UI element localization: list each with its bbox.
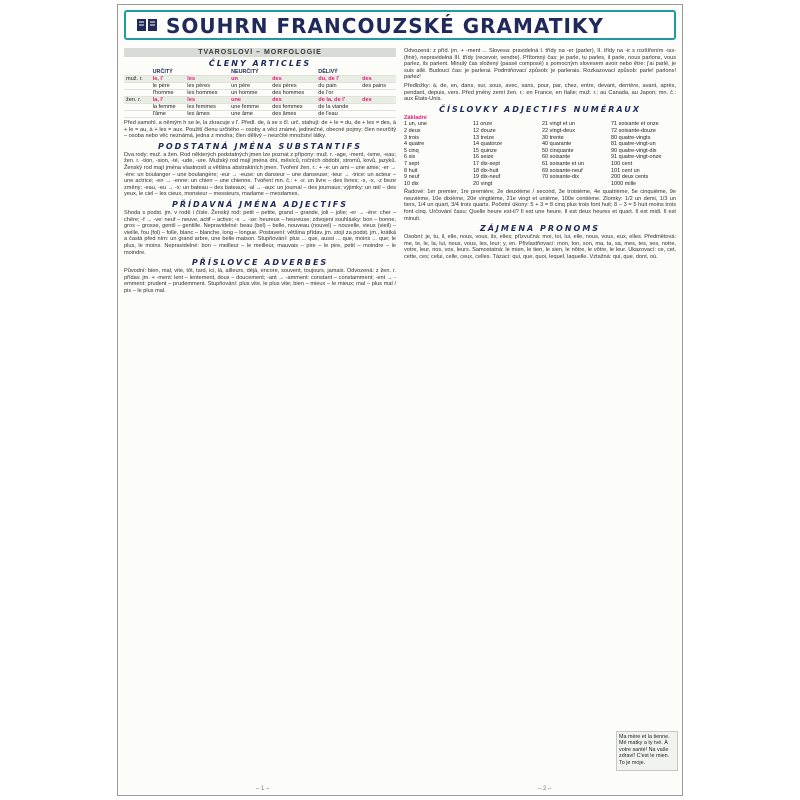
table-row: [124, 76, 396, 83]
right-column: [404, 48, 676, 788]
list-item: 2 deux: [404, 127, 421, 134]
table-cell: [360, 104, 396, 111]
list-item: 80 quatre-vingts: [611, 134, 651, 141]
verbs-text: Odvozená: z příd. jm. + -ment ... Slovesa: pravidelná I. třídy na -er (parler), II. třídy na -ir s rozšířením -iss- (finir), nepravidelná III. třídy (recevoir, vendre). Přítomný čas: je parle, tu parles, il parle, nous parlons, vous parlez, ils parlent. Minulý čas složený (passé composé) s pomocným slovesem avoir nebo être: j'ai parlé, je suis allé. Budoucí čas: je parlerai. Podmiňovací způsob: je parlerais. Rozkazovací způsob: parle! parlons! parlez!: [404, 48, 676, 81]
ordinals-text: Řadové: 1er premier, 1re première, 2e deuxième / second, 3e troisième, 4e quatrième, 5e cinquième, 9e neuvième, 10e dixième, 20e vingtième, 21e vingt et unième, 100e centième. Zlomky: 1/2 un demi, 1/3 un tiers, 1/4 un quart, 3/4 trois quarts. Početní úkony: 5 + 3 = 8 cinq plus trois font huit; 8 – 3 = 5 huit moins trois font cinq. Určování času: Quelle heure est-il? Il est une heure. Il est deux heures et quart. Il est midi. Il est minuit.: [404, 189, 676, 222]
table-cell: le, l': [151, 76, 186, 83]
table-cell: de l'eau: [316, 111, 360, 118]
numbers-grid: [404, 121, 676, 187]
table-cell: [360, 111, 396, 118]
prepositions-text: Předložky: à, de, en, dans, sur, sous, avec, sans, pour, par, chez, entre, devant, derrière, avant, après, pendant, depuis, vers. Před jmény zemí žen. r.: en France, en Italie; muž. r.: au Canada, au Japon; mn. č.: aux États-Unis.: [404, 82, 676, 103]
table-cell: de la viande: [316, 104, 360, 111]
list-item: 71 soixante et onze: [611, 121, 659, 128]
section-title-articles: ČLENY ARTICLES: [208, 59, 312, 68]
table-cell: des pains: [360, 83, 396, 90]
table-cell: de la, de l': [316, 97, 360, 104]
list-item: 40 quarante: [542, 141, 572, 148]
table-cell: la femme: [151, 104, 186, 111]
list-item: 13 treize: [473, 134, 495, 141]
table-cell: des: [360, 76, 396, 83]
table-cell: des âmes: [270, 111, 316, 118]
list-item: 100 cent: [611, 160, 633, 167]
list-item: 91 quatre-vingt-onze: [611, 154, 662, 161]
list-item: 4 quatre: [404, 141, 425, 148]
table-cell: l'homme: [151, 90, 186, 97]
list-item: 21 vingt et un: [542, 121, 576, 128]
adverbs-text: Původní: bien, mal, vite, tôt, tard, ici, là, ailleurs, déjà, encore, souvent, toujours, jamais. Odvozená: z žen. r. přídav. jm. + -ment: lent – lentement, doux – doucement; -ant → -amment: constant – constamment; -ent → -emment: prudent – prudemment. Stupňování: plus vite, le plus vite; bien – mieux – le mieux; mal – plus mal / pis – le plus mal.: [124, 268, 396, 294]
list-item: 17 dix-sept: [473, 160, 500, 167]
table-header-cell: URČITÝ: [151, 69, 186, 76]
table-cell: les âmes: [185, 111, 229, 118]
book-logo-icon: [136, 17, 158, 33]
table-cell: du pain: [316, 83, 360, 90]
table-cell: des: [270, 97, 316, 104]
list-item: 200 deux cents: [611, 174, 649, 181]
list-item: 50 cinquante: [542, 147, 574, 154]
table-cell: des: [270, 76, 316, 83]
table-row: [124, 83, 396, 90]
section-title-numbers: ČÍSLOVKY ADJECTIFS NUMÉRAUX: [439, 104, 641, 114]
list-item: 12 douze: [473, 127, 496, 134]
table-row: [124, 111, 396, 118]
page-title: SOUHRN FRANCOUZSKÉ GRAMATIKY: [166, 14, 604, 38]
title-band: [124, 10, 676, 40]
list-item: 8 huit: [404, 167, 418, 174]
list-item: 69 soixante-neuf: [542, 167, 583, 174]
table-cell: le père: [151, 83, 186, 90]
list-item: 101 cent un: [611, 167, 640, 174]
list-item: 11 onze: [473, 121, 493, 128]
table-cell: les hommes: [185, 90, 229, 97]
nouns-text: Dva rody: muž. a žen. Rod některých podstatných jmen lze poznat z přípony: muž. r. -age, -ment, -isme, -eau; žen. r. -tion, -sion, -té, -ude, -ure. Mužský rod mají jména dní, měsíců, ročních období, stromů, kovů, jazyků. Ženský rod mají jména vlastností a většina abstraktních jmen. Tvoření žen. r.: + -e: un ami – une amie; -er → -ère: un boulanger – une boulangère; -eur → -euse: un danseur – une danseuse; -teur → -trice: un acteur – une actrice; -en → -enne: un chien – une chienne. Tvoření mn. č.: + -s: un livre – des livres; -s, -x, -z beze změny; -eau, -eu → -x: un bateau – des bateaux; -al → -aux: un journal – des journaux; výjimky: un œil – des yeux, le ciel – les cieux, monsieur – messieurs, madame – mesdames.: [124, 151, 396, 198]
list-item: 18 dix-huit: [473, 167, 499, 174]
table-cell: les pères: [185, 83, 229, 90]
table-cell: un père: [229, 83, 270, 90]
table-cell: muž. r.: [124, 76, 151, 83]
list-item: 20 vingt: [473, 180, 493, 187]
table-cell: [124, 83, 151, 90]
adjectives-text: Shoda s podst. jm. v rodě i čísle. Ženský rod: petit – petite, grand – grande, joli – jolie; -er → -ère: cher – chère; -f → -ve: neuf – neuve, actif – active; -x → -se: heureux – heureuse; zdvojení souhlásky: bon – bonne, gros – grosse, gentil – gentille. Nepravidelné: beau (bel) – belle, nouveau (nouvel) – nouvelle, vieux (vieil) – vieille, fou (fol) – folle, blanc – blanche, long – longue. Postavení: většina přídav. jm. stojí za podst. jm., krátká a častá před ním: un grand arbre, une belle maison. Stupňování: plus ... que, aussi ... que, moins ... que; le plus, le moins. Nepravidelné: bon – meilleur – le meilleur, mauvais – pire – le pire, petit – moindre – le moindre.: [124, 209, 396, 256]
articles-text: Před samohl. a němým h se le, la zkracuje v l'. Předl. de, à se s čl. urč. stahují: de + le = du, de + les = des, à + le = au, à + les = aux. Použití členu určitého – osoby a věci známé, jedinečné, obecné pojmy; člen neurčitý – osoba nebo věc neznámá, jedna z mnoha; člen dělivý – neurčité množství látky.: [124, 120, 396, 140]
list-item: 6 six: [404, 154, 416, 161]
numbers-subtitle: Základní: [404, 114, 427, 121]
table-cell: des pères: [270, 83, 316, 90]
list-item: 70 soixante-dix: [542, 174, 579, 181]
list-item: 14 quatorze: [473, 141, 503, 148]
page-number-left: – 1 –: [256, 786, 270, 792]
section-title-pronouns: ZÁJMENA PRONOMS: [479, 224, 601, 234]
table-cell: des femmes: [270, 104, 316, 111]
table-cell: une femme: [229, 104, 270, 111]
table-cell: de l'or: [316, 90, 360, 97]
section-title-adverbs: PŘÍSLOVCE ADVERBES: [191, 258, 329, 268]
table-row: [124, 97, 396, 104]
list-item: 3 trois: [404, 134, 419, 141]
table-header-cell: DĚLIVÝ: [316, 69, 360, 76]
list-item: [542, 181, 607, 188]
section-title-nouns: PODSTATNÁ JMÉNA SUBSTANTIFS: [157, 141, 363, 151]
table-cell: des: [360, 97, 396, 104]
table-row: [124, 104, 396, 111]
pronouns-text: Osobní: je, tu, il, elle, nous, vous, ils, elles; přízvučná: moi, toi, lui, elle, nous, vous, eux, elles. Předmětová: me, te, le, la, lui, nous, vous, les, leur; y, en. Přivlastňovací: mon, ton, son, ma, ta, sa, mes, tes, ses, notre, votre, leur, nos, vos, leurs. Samostatná: le mien, le tien, le sien, le nôtre, le vôtre, le leur. Ukazovací: ce, cet, cette, ces; celui, celle, ceux, celles. Tázací: qui, que, quoi, lequel, laquelle. Vztažná: qui, que, dont, où.: [404, 234, 676, 261]
list-item: 72 soixante-douze: [611, 127, 656, 134]
list-item: 19 dix-neuf: [473, 174, 501, 181]
table-cell: une: [229, 97, 270, 104]
table-cell: les: [185, 76, 229, 83]
list-item: 10 dix: [404, 180, 419, 187]
section-band-morphology: TVAROSLOVÍ – MORFOLOGIE: [124, 48, 396, 57]
table-cell: žen. r.: [124, 97, 151, 104]
list-item: 81 quatre-vingt-un: [611, 141, 656, 148]
table-cell: [124, 90, 151, 97]
list-item: 30 trente: [542, 134, 564, 141]
table-cell: les femmes: [185, 104, 229, 111]
table-cell: une âme: [229, 111, 270, 118]
list-item: 7 sept: [404, 160, 419, 167]
table-cell: du, de l': [316, 76, 360, 83]
list-item: 15 quinze: [473, 147, 497, 154]
table-cell: l'âme: [151, 111, 186, 118]
table-cell: un homme: [229, 90, 270, 97]
page-number-right: – 2 –: [538, 786, 552, 792]
section-title-adjectives: PŘÍDAVNÁ JMÉNA ADJECTIFS: [171, 199, 349, 209]
list-item: 90 quatre-vingt-dix: [611, 147, 657, 154]
articles-table: [124, 69, 396, 118]
table-cell: des hommes: [270, 90, 316, 97]
table-cell: les: [185, 97, 229, 104]
note-box: Ma mère et la tienne. Mé matky a ty tvé. À votre santé! Na vaše zdraví! C'est le mien. To je moje.: [616, 731, 678, 771]
list-item: 16 seize: [473, 154, 494, 161]
list-item: 60 soixante: [542, 154, 571, 161]
table-header-cell: NEURČITÝ: [229, 69, 270, 76]
list-item: 9 neuf: [404, 174, 420, 181]
list-item: 1 un, une: [404, 121, 427, 128]
table-row: [124, 90, 396, 97]
list-item: 1000 mille: [611, 180, 637, 187]
table-cell: [124, 111, 151, 118]
table-cell: la, l': [151, 97, 186, 104]
list-item: 61 soixante et un: [542, 160, 584, 167]
table-cell: un: [229, 76, 270, 83]
table-cell: [360, 90, 396, 97]
grammar-sheet: [117, 4, 683, 796]
left-column: [124, 48, 396, 788]
table-cell: [124, 104, 151, 111]
list-item: 5 cinq: [404, 147, 419, 154]
list-item: 22 vingt-deux: [542, 127, 576, 134]
